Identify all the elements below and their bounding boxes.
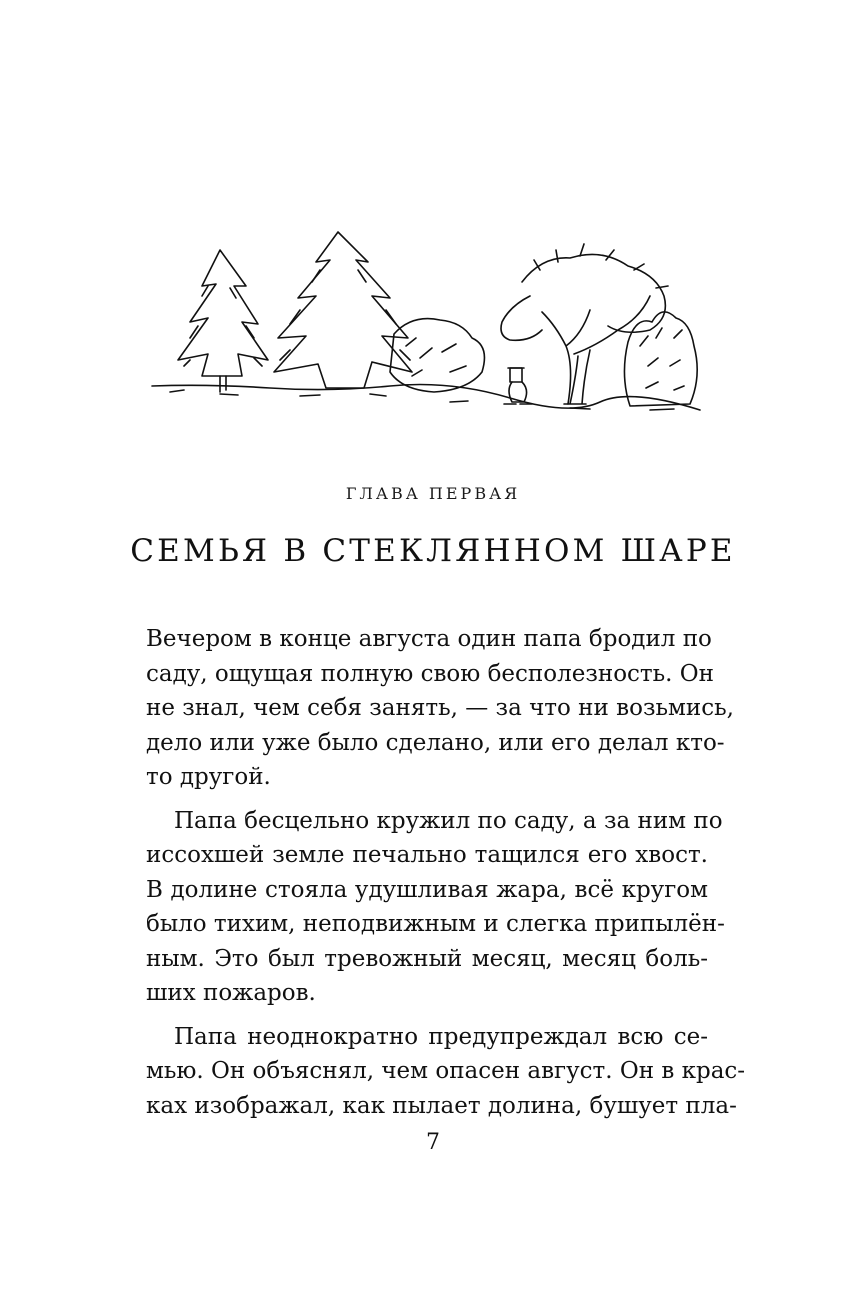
text-line: дело или уже было сделано, или его делал кто-: [146, 729, 725, 756]
forest-illustration-icon: [150, 226, 702, 416]
text-line: иссохшей земле печально тащился его хвост.: [146, 842, 708, 868]
text-line: саду, ощущая полную свою бесполезность. Он: [146, 660, 714, 687]
text-line: то другой.: [146, 764, 271, 790]
page-number: 7: [426, 1130, 440, 1155]
body-text: [146, 622, 746, 1123]
text-line: ным. Это был тревожный месяц, месяц боль-: [146, 945, 708, 972]
text-line: мью. Он объяснял, чем опасен август. Он в крас-: [146, 1058, 746, 1084]
text-line: В долине стояла удушливая жара, всё кругом: [146, 876, 708, 903]
text-line: было тихим, неподвижным и слегка припылён-: [146, 911, 725, 937]
text-line: ках изображал, как пылает долина, бушует пла-: [146, 1092, 737, 1119]
chapter-title: СЕМЬЯ В СТЕКЛЯННОМ ШАРЕ: [130, 533, 736, 569]
text-line: Вечером в конце августа один папа бродил по: [146, 626, 712, 652]
text-line: ших пожаров.: [146, 980, 316, 1006]
text-line: Папа неоднократно предупреждал всю се-: [174, 1023, 708, 1050]
chapter-label: ГЛАВА ПЕРВАЯ: [345, 484, 521, 503]
text-line: Папа бесцельно кружил по саду, а за ним по: [174, 807, 723, 834]
text-line: не знал, чем себя занять, — за что ни возьмись,: [146, 695, 734, 721]
